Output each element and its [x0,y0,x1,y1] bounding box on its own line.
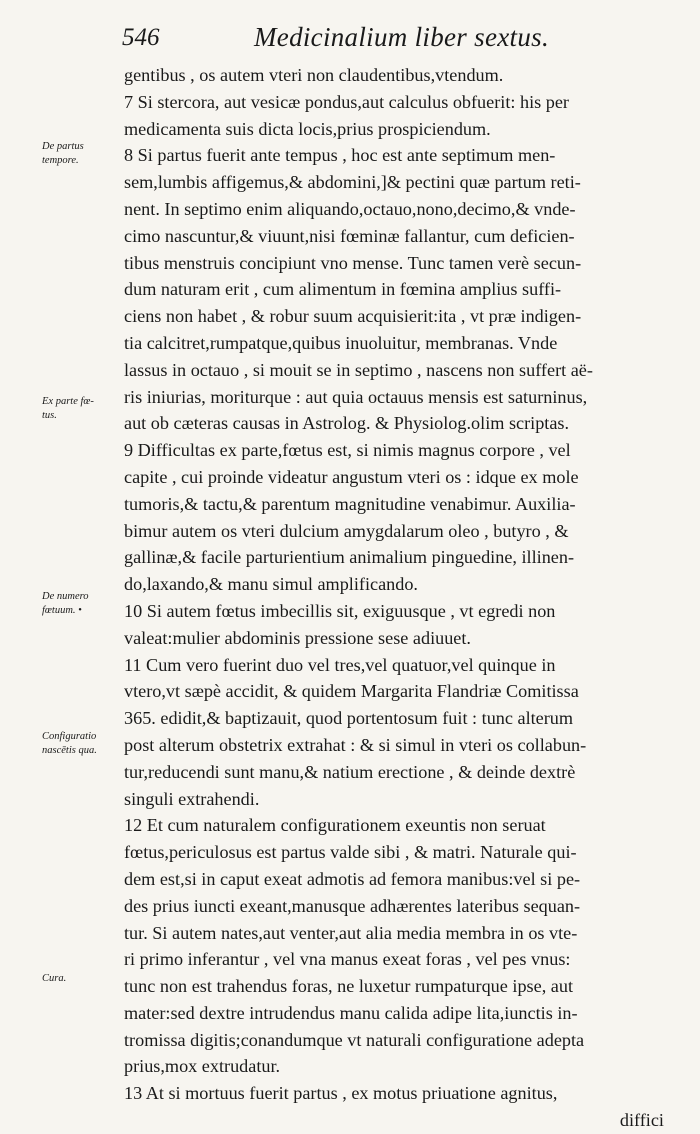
text-line: tur,reducendi sunt manu,& natium erectione , & deinde dextrè [124,761,576,782]
text-line: do,laxando,& manu simul amplificando. [124,574,418,595]
sidenote-line: Configuratio [42,731,97,742]
text-line: mater:sed dextre intrudendus manu calida adipe lita,iunctis in- [124,1002,578,1023]
text-line: tur. Si autem nates,aut venter,aut alia media membra in os vte- [124,922,578,943]
text-line: cimo nascuntur,& viuunt,nisi fœminæ fallantur, cum deficien- [124,225,575,246]
sidenote-line: Cura. [42,973,67,984]
text-line: tromissa digitis;conandumque vt naturali configuratione adepta [124,1029,585,1050]
text-line: nent. In septimo enim aliquando,octauo,nono,decimo,& vnde- [124,198,576,219]
text-line: gallinæ,& facile parturientium animalium pinguedine, illinen- [124,547,575,568]
text-line: dem est,si in caput exeat admotis ad femora manibus:vel si pe- [124,868,581,889]
sidenote-line: tus. [42,410,57,421]
catchword: diffici [619,1110,664,1131]
sidenote-line: nascētis qua. [42,745,97,756]
sidenote-cura [42,972,122,986]
text-line: sem,lumbis affigemus,& abdomini,]& pectini quæ partum reti- [124,172,581,193]
sidenote-line: Ex parte fœ- [42,396,94,407]
sidenote-line: De numero [42,591,89,602]
text-line: vtero,vt sæpè accidit, & quidem Margarita Flandriæ Comitissa [124,681,579,702]
text-line: fœtus,periculosus est partus valde sibi , & matri. Naturale qui- [124,842,577,863]
sidenote-line: tempore. [42,155,79,166]
text-line: aut ob cæteras causas in Astrolog. & Physiolog.olim scriptas. [124,413,570,434]
text-line: lassus in octauo , si mouit se in septimo , nascens non suffert aë- [124,359,593,380]
text-line: 9 Difficultas ex parte,fœtus est, si nimis magnus corpore , vel [124,440,571,461]
text-line: 7 Si stercora, aut vesicæ pondus,aut calculus obfuerit: his per [124,91,569,112]
text-line: tunc non est trahendus foras, ne luxetur rumpaturque ipse, aut [124,976,574,997]
sidenote-de-numero-fetuum [42,590,122,618]
sidenote-ex-parte-foetus [42,395,122,423]
sidenote-line: De partus [42,141,84,152]
sidenote-configuratio [42,730,122,758]
text-line: dum naturam erit , cum alimentum in fœmina amplius suffi- [124,279,562,300]
text-line: des prius iuncti exeant,manusque adhærentes lateribus sequan- [124,895,581,916]
text-line: 8 Si partus fuerit ante tempus , hoc est ante septimum men- [124,145,556,166]
text-line: tia calcitret,rumpatque,quibus inuoluitur, membranas. Vnde [124,332,558,353]
text-line: 365. edidit,& baptizauit, quod portentosum fuit : tunc alterum [124,708,574,729]
text-line: capite , cui proinde videatur angustum vteri os : idque ex mole [124,466,579,487]
text-line: valeat:mulier abdominis pressione sese adiuuet. [124,627,471,648]
text-line: bimur autem os vteri dulcium amygdalarum oleo , butyro , & [124,520,569,541]
text-line: ris iniurias, moriturque : aut quia octauus mensis est saturninus, [124,386,588,407]
text-line: tibus menstruis concipiunt vno mense. Tunc tamen verè secun- [124,252,582,273]
body-text [124,62,664,1134]
text-line: ri primo inferantur , vel vna manus exeat foras , vel pes vnus: [124,949,571,970]
text-line: prius,mox extrudatur. [124,1056,281,1077]
page-header [122,22,622,62]
text-line: gentibus , os autem vteri non claudentibus,vtendum. [124,65,504,85]
text-line: 10 Si autem fœtus imbecillis sit, exiguusque , vt egredi non [124,600,556,621]
text-line: tumoris,& tactu,& parentum magnitudine venabimur. Auxilia- [124,493,576,514]
sidenote-de-partus-tempore [42,140,122,168]
sidenote-line: fœtuum. • [42,605,82,616]
text-line: singuli extrahendi. [124,788,260,809]
text-line: ciens non habet , & robur suum acquisierit:ita , vt præ indigen- [124,306,582,327]
text-line: post alterum obstetrix extrahat : & si simul in vteri os collabun- [124,734,587,755]
running-title: Medicinalium liber sextus. [254,22,549,52]
text-line: 12 Et cum naturalem configurationem exeuntis non seruat [124,815,546,836]
page-number: 546 [122,24,160,51]
text-line: medicamenta suis dicta locis,prius prospiciendum. [124,118,491,139]
text-line: 11 Cum vero fuerint duo vel tres,vel quatuor,vel quinque in [124,654,556,675]
text-line: 13 At si mortuus fuerit partus , ex motus priuatione agnitus, [124,1083,558,1104]
